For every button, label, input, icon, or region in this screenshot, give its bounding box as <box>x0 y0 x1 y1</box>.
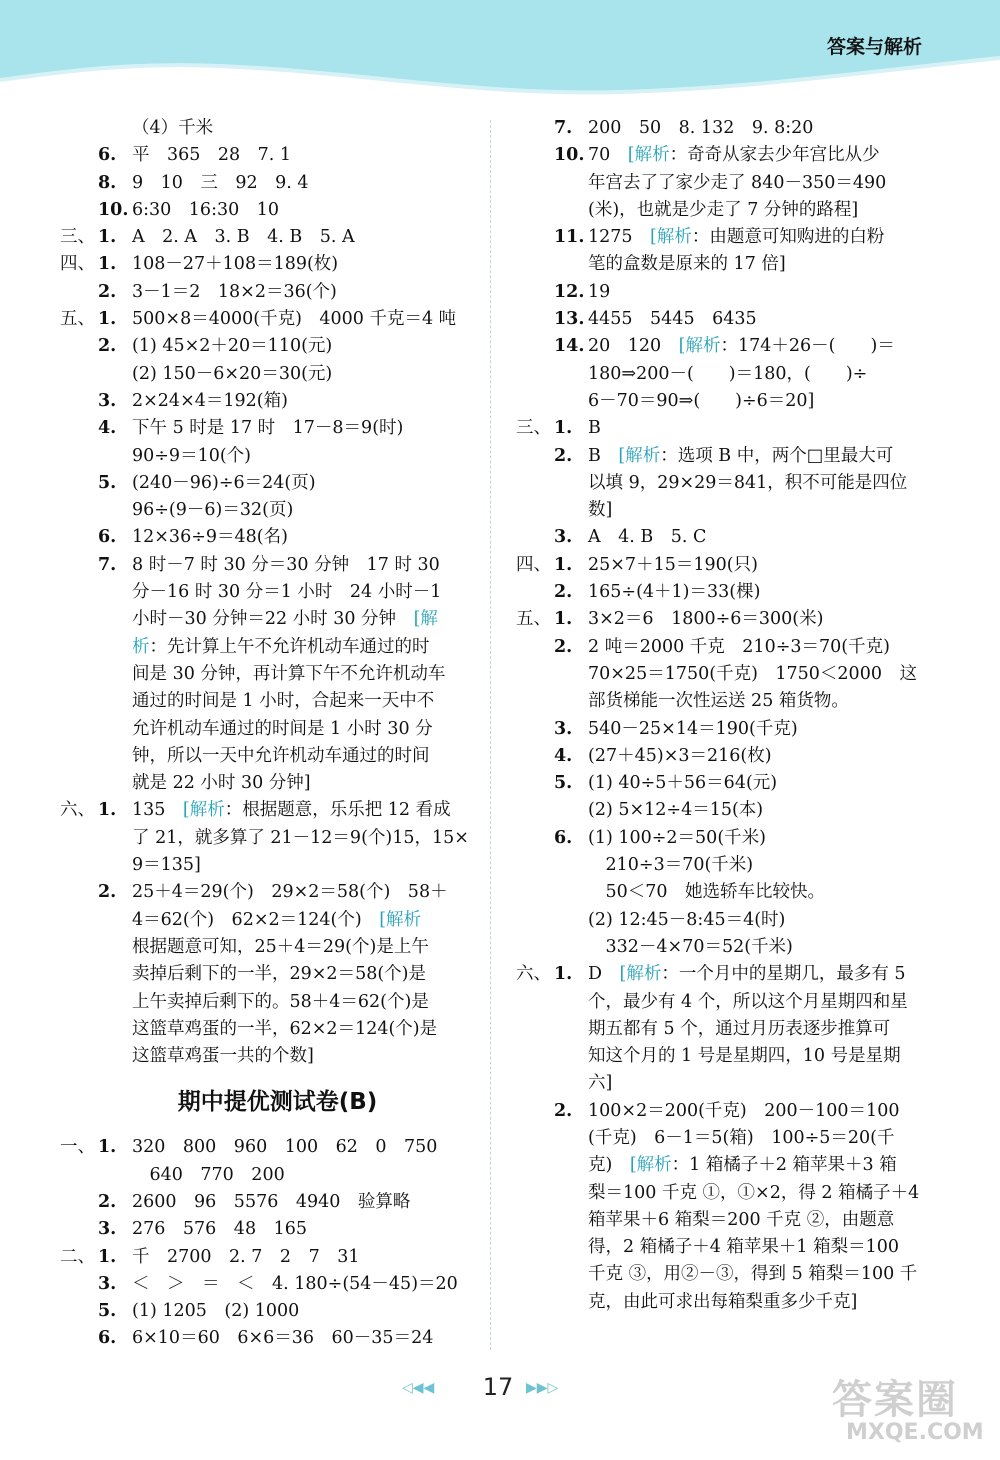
question-number: 10. <box>554 145 585 166</box>
answer-line <box>60 415 475 442</box>
answer-text: 200 50 8. 132 9. 8:20 <box>588 118 814 138</box>
answer-text: 允许机动车通过的时间是 1 小时 30 分 <box>132 718 433 739</box>
question-number: 1. <box>98 227 117 248</box>
question-number: 1. <box>554 554 573 575</box>
answer-text: 了 21，就多算了 21－12＝9(个)15，15× <box>132 827 469 848</box>
question-number: 6. <box>98 527 117 548</box>
answer-line <box>60 251 475 278</box>
question-number: 2. <box>554 445 573 466</box>
answer-text: 析：先计算上午不允许机动车通过的时 <box>132 636 430 657</box>
question-number: 3. <box>98 390 117 411</box>
answer-text: 4455 5445 6435 <box>588 309 757 330</box>
answer-line <box>516 306 931 333</box>
left-answer-lines-after <box>60 1134 475 1352</box>
question-number: 1. <box>554 609 573 630</box>
answer-text: 数] <box>588 500 613 521</box>
question-number: 2. <box>554 636 573 657</box>
answer-line <box>60 1016 475 1043</box>
answer-text: 克) [解析：1 箱橘子＋2 箱苹果＋3 箱 <box>588 1155 897 1176</box>
question-number: 5. <box>98 472 117 493</box>
question-number: 1. <box>554 418 573 439</box>
answer-text: 就是 22 小时 30 分钟] <box>132 773 311 794</box>
answer-line <box>60 197 475 224</box>
answer-text: 19 <box>588 281 611 302</box>
answer-text: 9＝135] <box>132 855 201 876</box>
answer-text: A 2. A 3. B 4. B 5. A <box>132 227 355 248</box>
answer-line <box>516 1098 931 1125</box>
answer-text: 箱苹果＋6 箱梨＝200 千克 ②，由题意 <box>588 1209 895 1230</box>
question-number: 13. <box>554 309 585 330</box>
answer-line <box>60 142 475 169</box>
left-column <box>60 115 475 1353</box>
answer-line <box>60 579 475 606</box>
answer-text: (2) 150－6×20＝30(元) <box>132 363 333 384</box>
right-column <box>516 115 931 1316</box>
answer-text: (1) 100÷2＝50(千米) <box>588 827 766 848</box>
answer-line <box>60 797 475 824</box>
answer-text: (27＋45)×3＝216(枚) <box>588 745 772 766</box>
answer-text: 得，2 箱橘子＋4 箱苹果＋1 箱梨＝100 <box>588 1237 899 1258</box>
answer-line <box>60 388 475 415</box>
section-marker: 四、 <box>60 254 95 275</box>
answer-line <box>516 415 931 442</box>
answer-line <box>60 552 475 579</box>
answer-text: (1) 45×2＋20＝110(元) <box>132 336 333 357</box>
answer-text: (米)，也就是少走了 7 分钟的路程] <box>588 199 859 220</box>
answer-text: 年宫去了了家少走了 840－350＝490 <box>588 172 887 193</box>
section-marker: 五、 <box>516 609 551 630</box>
section-marker: 一、 <box>60 1137 95 1158</box>
question-number: 2. <box>98 336 117 357</box>
answer-text: 间是 30 分钟，再计算下午不允许机动车 <box>132 663 446 684</box>
answer-line <box>60 306 475 333</box>
question-number: 2. <box>554 1100 573 1121</box>
answer-text: 165÷(4＋1)＝33(棵) <box>588 582 761 603</box>
answer-text: 部货梯能一次性运送 25 箱货物。 <box>588 691 849 712</box>
question-number: 8. <box>98 172 117 193</box>
question-number: 12. <box>554 281 585 302</box>
answer-line <box>60 1244 475 1271</box>
section-marker: 三、 <box>60 227 95 248</box>
answer-line <box>60 879 475 906</box>
answer-text: 期五都有 5 个，通过月历表逐步推算可 <box>588 1018 891 1039</box>
watermark-url-text: MXQE.COM <box>846 1420 984 1445</box>
answer-text: 千 2700 2. 7 2 7 31 <box>132 1246 360 1267</box>
answer-text: 下午 5 时是 17 时 17－8＝9(时) <box>132 418 404 439</box>
answer-line <box>516 797 931 824</box>
answer-text: ＜ ＞ ＝ ＜ 4. 180÷(54－45)＝20 <box>132 1273 458 1294</box>
answer-line <box>516 688 931 715</box>
watermark-logo <box>832 1368 992 1450</box>
answer-line <box>516 606 931 633</box>
answer-line <box>60 606 475 633</box>
answer-line <box>516 197 931 224</box>
answer-line <box>516 170 931 197</box>
section-marker: 五、 <box>60 309 95 330</box>
answer-line <box>516 251 931 278</box>
answer-line <box>516 989 931 1016</box>
answer-text: (千克) 6－1＝5(箱) 100÷5＝20(千 <box>588 1127 895 1148</box>
answer-text: 135 [解析：根据题意，乐乐把 12 看成 <box>132 800 451 821</box>
question-number: 1. <box>98 800 117 821</box>
question-number: 3. <box>554 527 573 548</box>
question-number: 6. <box>554 827 573 848</box>
answer-text: 8 时－7 时 30 分＝30 分钟 17 时 30 <box>132 554 440 575</box>
answer-text: 96÷(9－6)＝32(页) <box>132 500 294 521</box>
answer-line <box>60 361 475 388</box>
answer-line <box>516 552 931 579</box>
question-number: 3. <box>98 1219 117 1240</box>
answer-line <box>516 497 931 524</box>
question-number: 7. <box>98 554 117 575</box>
question-number: 2. <box>98 1191 117 1212</box>
right-answer-lines <box>516 115 931 1316</box>
answer-line <box>60 115 475 142</box>
answer-text: 1275 [解析：由题意可知购进的白粉 <box>588 227 885 248</box>
section-marker: 二、 <box>60 1246 95 1267</box>
answer-text: 90÷9＝10(个) <box>132 445 251 466</box>
question-number: 5. <box>554 773 573 794</box>
answer-line <box>60 743 475 770</box>
answer-text: 70×25＝1750(千克) 1750＜2000 这 <box>588 663 917 684</box>
answer-text: 3－1＝2 18×2＝36(个) <box>132 281 337 302</box>
next-arrows-icon: ▶▶▷ <box>526 1380 559 1396</box>
answer-text: 克，由此可求出每箱梨重多少千克] <box>588 1291 858 1312</box>
answer-line <box>60 716 475 743</box>
answer-line <box>60 907 475 934</box>
answer-line <box>60 1162 475 1189</box>
answer-text: B <box>588 418 601 439</box>
answer-line <box>516 224 931 251</box>
answer-line <box>516 1125 931 1152</box>
answer-line <box>516 634 931 661</box>
prev-arrows-icon: ◁◀◀ <box>402 1380 435 1396</box>
answer-text: 个，最少有 4 个，所以这个月星期四和星 <box>588 991 908 1012</box>
answer-line <box>516 907 931 934</box>
answer-line <box>516 470 931 497</box>
answer-text: 25×7＋15＝190(只) <box>588 554 758 575</box>
answer-text: 9 10 三 92 9. 4 <box>132 172 309 193</box>
answer-line <box>60 934 475 961</box>
answer-text: 钟，所以一天中允许机动车通过的时间 <box>132 745 430 766</box>
answer-line <box>60 688 475 715</box>
answer-line <box>516 1234 931 1261</box>
question-number: 1. <box>98 1246 117 1267</box>
answer-text: 笔的盒数是原来的 17 倍] <box>588 254 786 275</box>
answer-text: D [解析：一个月中的星期几，最多有 5 <box>588 964 906 985</box>
answer-line <box>60 1216 475 1243</box>
answer-text: 6－70＝90⇒( )÷6＝20] <box>588 390 815 411</box>
answer-text: 20 120 [解析：174＋26－( )＝ <box>588 336 895 357</box>
answer-text: 25＋4＝29(个) 29×2＝58(个) 58＋ <box>132 882 448 903</box>
answer-text: 根据题意可知，25＋4＝29(个)是上午 <box>132 936 429 957</box>
answer-text: 上午卖掉后剩下的。58＋4＝62(个)是 <box>132 991 429 1012</box>
answer-line <box>516 361 931 388</box>
answer-line <box>516 1043 931 1070</box>
answer-text: 知这个月的 1 号是星期四，10 号是星期 <box>588 1046 901 1067</box>
question-number: 6. <box>98 1328 117 1349</box>
answer-text: 这篮草鸡蛋的一半，62×2＝124(个)是 <box>132 1018 438 1039</box>
answer-line <box>60 224 475 251</box>
page-number: 17 <box>482 1373 514 1401</box>
answer-line <box>60 524 475 551</box>
question-number: 5. <box>98 1301 117 1322</box>
question-number: 3. <box>554 718 573 739</box>
answer-line <box>60 770 475 797</box>
answer-line <box>516 443 931 470</box>
answer-text: 100×2＝200(千克) 200－100＝100 <box>588 1100 900 1121</box>
answer-line <box>60 1325 475 1352</box>
answer-text: 千克 ③，用②－③，得到 5 箱梨＝100 千 <box>588 1264 918 1285</box>
answer-line <box>516 961 931 988</box>
answer-text: 108－27＋108＝189(枚) <box>132 254 339 275</box>
section-marker: 六、 <box>516 964 551 985</box>
answer-line <box>60 1134 475 1161</box>
answer-text: 210÷3＝70(千米) <box>588 855 754 876</box>
answer-line <box>60 825 475 852</box>
answer-line <box>516 388 931 415</box>
answer-line <box>60 443 475 470</box>
column-divider <box>490 120 491 1350</box>
answer-text: 180⇒200－( )＝180，( )÷ <box>588 363 868 384</box>
answer-text: 梨＝100 千克 ①，①×2，得 2 箱橘子＋4 <box>588 1182 920 1203</box>
answer-text: 平 365 28 7. 1 <box>132 145 292 166</box>
answer-text: 小时－30 分钟＝22 小时 30 分钟 [解 <box>132 609 438 630</box>
answer-text: 通过的时间是 1 小时，合起来一天中不 <box>132 691 435 712</box>
answer-line <box>516 279 931 306</box>
section-marker: 四、 <box>516 554 551 575</box>
answer-text: (2) 5×12÷4＝15(本) <box>588 800 764 821</box>
answer-line <box>60 634 475 661</box>
answer-line <box>516 142 931 169</box>
answer-line <box>516 852 931 879</box>
answer-line <box>516 333 931 360</box>
answer-line <box>60 961 475 988</box>
answer-text: A 4. B 5. C <box>588 527 707 548</box>
answer-line <box>516 115 931 142</box>
answer-text: 332－4×70＝52(千米) <box>588 936 793 957</box>
answer-line <box>516 770 931 797</box>
answer-line <box>60 989 475 1016</box>
header-title: 答案与解析 <box>826 36 922 58</box>
watermark-main-text: 答案圈 <box>832 1377 958 1423</box>
left-answer-lines <box>60 115 475 1070</box>
answer-line <box>60 497 475 524</box>
answer-line <box>516 879 931 906</box>
answer-text: 六] <box>588 1073 613 1094</box>
answer-text: 276 576 48 165 <box>132 1219 307 1240</box>
question-number: 3. <box>98 1273 117 1294</box>
answer-line <box>60 470 475 497</box>
question-number: 2. <box>98 281 117 302</box>
question-number: 1. <box>98 254 117 275</box>
answer-text: 2×24×4＝192(箱) <box>132 390 288 411</box>
answer-text: 50＜70 她选轿车比较快。 <box>588 882 826 903</box>
answer-text: 70 [解析：奇奇从家去少年宫比从少 <box>588 145 880 166</box>
answer-text: 4＝62(个) 62×2＝124(个) [解析 <box>132 909 422 930</box>
question-number: 1. <box>98 309 117 330</box>
answer-line <box>516 1207 931 1234</box>
section-marker: 三、 <box>516 418 551 439</box>
answer-line <box>516 1289 931 1316</box>
answer-line <box>60 1298 475 1325</box>
answer-line <box>60 852 475 879</box>
answer-line <box>516 743 931 770</box>
answer-text: 以填 9，29×29＝841，积不可能是四位 <box>588 472 908 493</box>
answer-line <box>60 1189 475 1216</box>
answer-text: 2 吨＝2000 千克 210÷3＝70(千克) <box>588 636 890 657</box>
answer-line <box>516 1070 931 1097</box>
answer-text: 320 800 960 100 62 0 750 <box>132 1137 438 1158</box>
answer-line <box>516 1016 931 1043</box>
section-marker: 六、 <box>60 800 95 821</box>
answer-text: B [解析：选项 B 中，两个□里最大可 <box>588 445 894 466</box>
question-number: 4. <box>554 745 573 766</box>
question-number: 2. <box>554 582 573 603</box>
answer-line <box>516 1180 931 1207</box>
answer-text: (240－96)÷6＝24(页) <box>132 472 316 493</box>
question-number: 6. <box>98 145 117 166</box>
answer-text: (1) 1205 (2) 1000 <box>132 1301 300 1322</box>
answer-text: 12×36÷9＝48(名) <box>132 527 288 548</box>
answer-text: （4）千米 <box>132 118 214 138</box>
answer-text: 500×8＝4000(千克) 4000 千克＝4 吨 <box>132 309 457 330</box>
question-number: 1. <box>98 1137 117 1158</box>
answer-text: 640 770 200 <box>132 1164 285 1185</box>
answer-text: 540－25×14＝190(千克) <box>588 718 798 739</box>
answer-line <box>516 661 931 688</box>
question-number: 2. <box>98 882 117 903</box>
answer-text: 卖掉后剩下的一半，29×2＝58(个)是 <box>132 964 426 985</box>
answer-line <box>60 333 475 360</box>
answer-line <box>516 934 931 961</box>
answer-text: (1) 40÷5＋56＝64(元) <box>588 773 778 794</box>
answer-line <box>516 1152 931 1179</box>
answer-line <box>516 825 931 852</box>
answer-line <box>516 1261 931 1288</box>
section-heading: 期中提优测试卷(B) <box>177 1089 378 1116</box>
answer-text: 分－16 时 30 分＝1 小时 24 小时－1 <box>132 582 442 603</box>
answer-text: 3×2＝6 1800÷6＝300(米) <box>588 609 824 630</box>
answer-line <box>60 1043 475 1070</box>
answer-line <box>60 279 475 306</box>
answer-line <box>60 661 475 688</box>
answer-line <box>516 716 931 743</box>
question-number: 4. <box>98 418 117 439</box>
answer-text: 这篮草鸡蛋一共的个数] <box>132 1046 314 1067</box>
question-number: 10. <box>98 199 129 220</box>
answer-text: 2600 96 5576 4940 验算略 <box>132 1191 411 1212</box>
answer-line <box>60 170 475 197</box>
answer-line <box>60 1271 475 1298</box>
answer-text: (2) 12:45－8:45＝4(时) <box>588 909 786 930</box>
question-number: 11. <box>554 227 585 248</box>
answer-text: 6:30 16:30 10 <box>132 199 279 220</box>
answer-line <box>516 524 931 551</box>
question-number: 7. <box>554 118 573 138</box>
answer-text: 6×10＝60 6×6＝36 60－35＝24 <box>132 1328 434 1349</box>
question-number: 1. <box>554 964 573 985</box>
answer-line <box>516 579 931 606</box>
question-number: 14. <box>554 336 585 357</box>
